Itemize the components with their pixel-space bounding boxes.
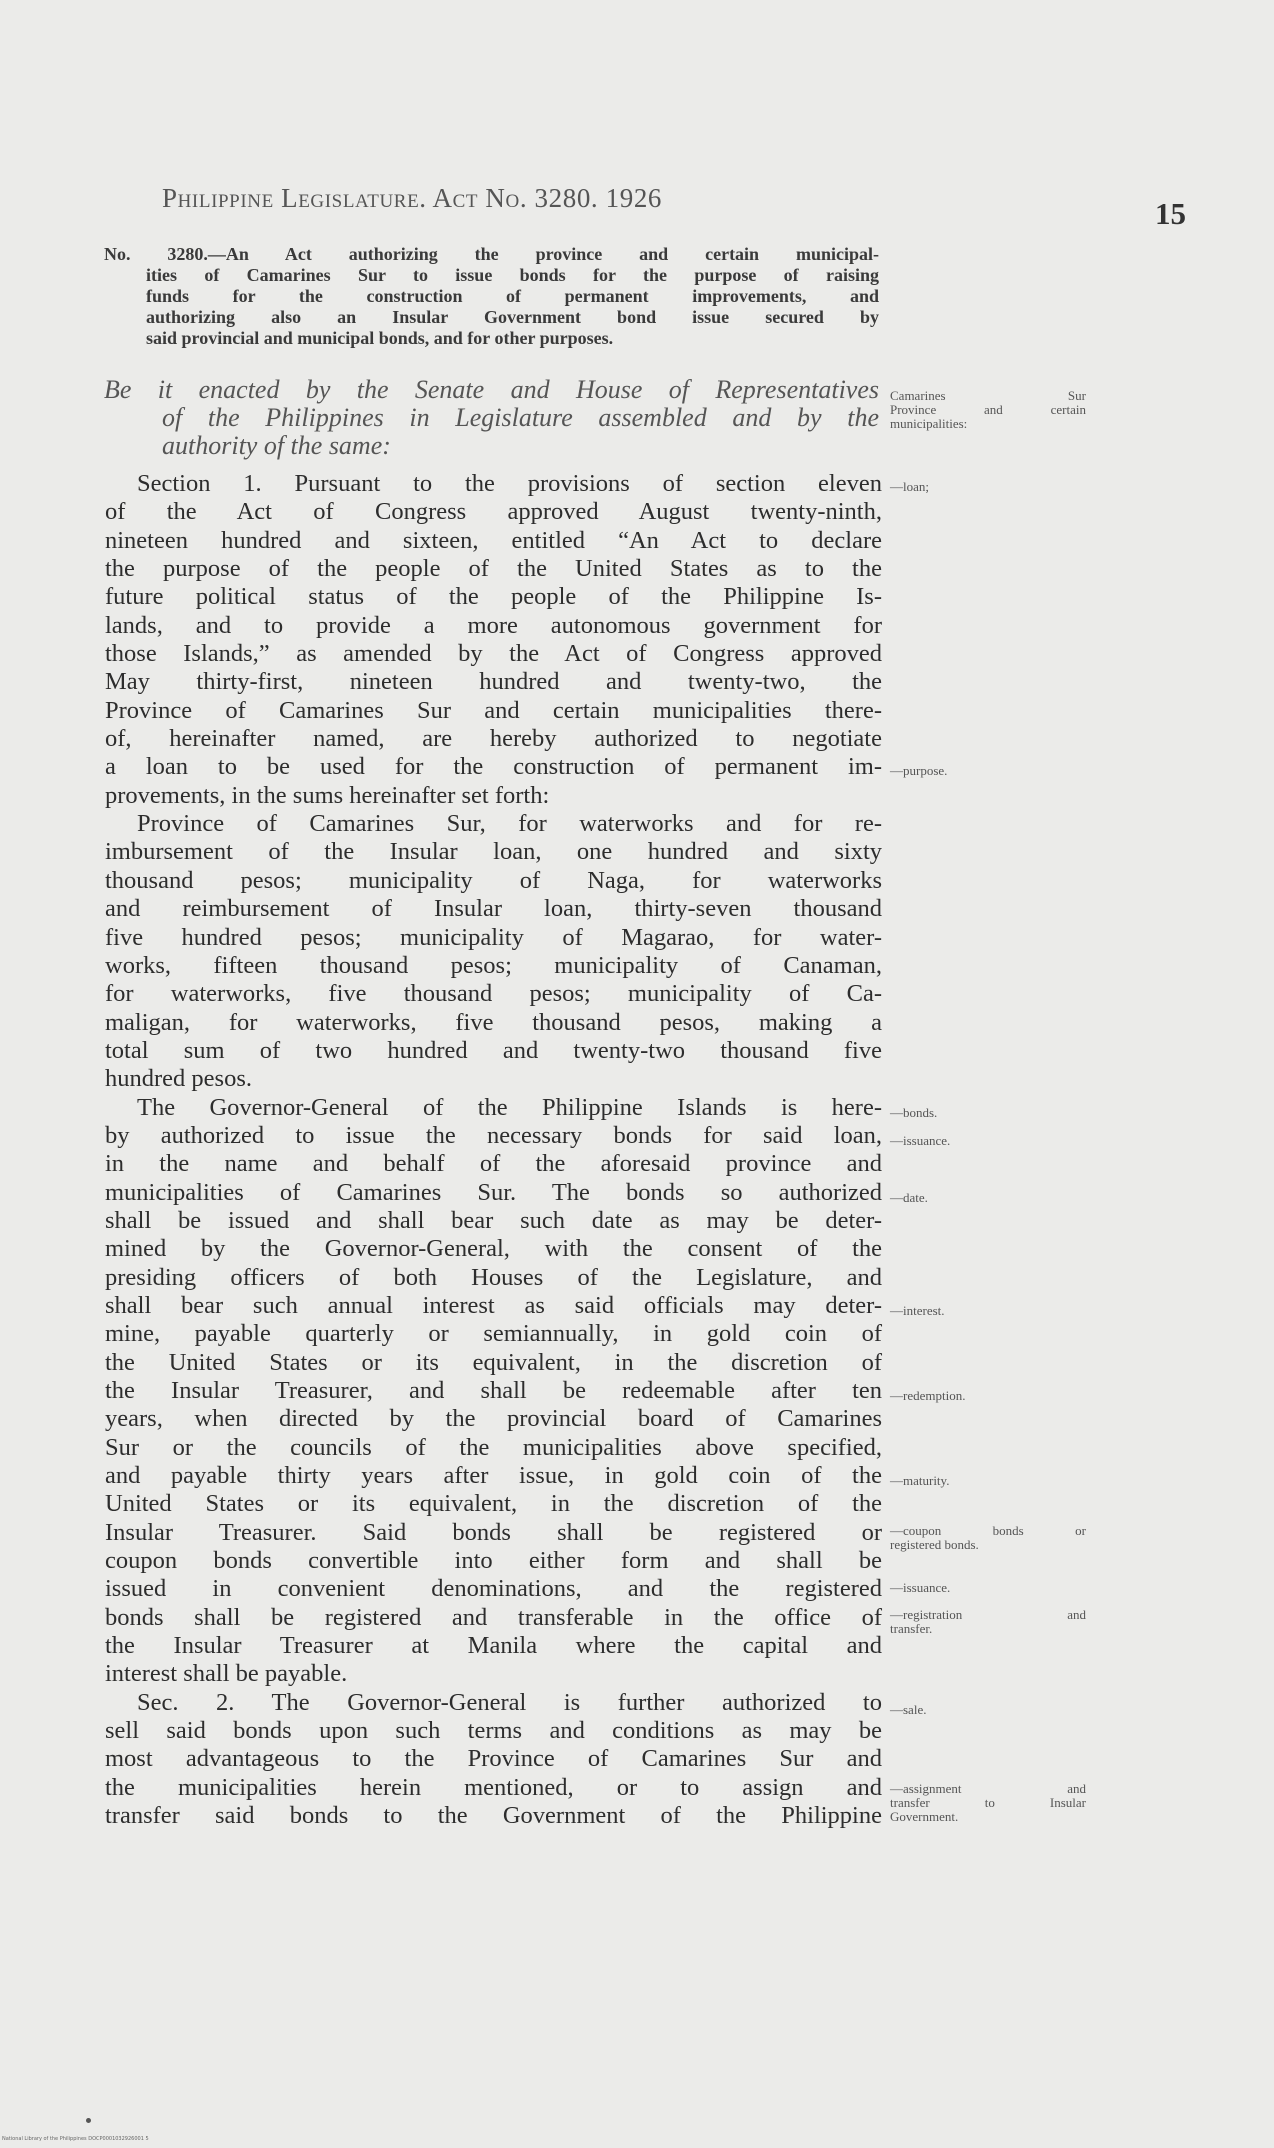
margin-note-loan: —loan; (890, 479, 929, 494)
margin-note-registration (890, 1608, 1086, 1636)
body-line: United States or its equivalent, in the discretion of the (105, 1490, 882, 1518)
body-line: future political status of the people of the Philippine Is- (105, 583, 882, 611)
page-number: 15 (1155, 196, 1186, 231)
body-line: those Islands,” as amended by the Act of Congress approved (105, 640, 882, 668)
body-line: a loan to be used for the construction of permanent im- (105, 753, 882, 781)
margin-note-issuance: —issuance. (890, 1580, 951, 1595)
enacting-line: Be it enacted by the Senate and House of Representatives (104, 375, 879, 404)
margin-note-line: municipalities: (890, 416, 968, 431)
body-line: most advantageous to the Province of Camarines Sur and (105, 1745, 882, 1773)
body-line: The Governor-General of the Philippine Islands is here- (137, 1093, 882, 1121)
margin-note-interest: —interest. (890, 1303, 945, 1318)
body-line: works, fifteen thousand pesos; municipality of Canaman, (105, 951, 882, 979)
margin-note-date: —date. (890, 1190, 928, 1205)
act-title (104, 244, 879, 349)
enacting-line: authority of the same: (162, 431, 391, 460)
margin-note-camarines (890, 389, 1086, 431)
margin-note-line: transfer. (890, 1621, 933, 1636)
body-line: coupon bonds convertible into either form and shall be (105, 1547, 882, 1575)
margin-note-line: Government. (890, 1809, 959, 1824)
body-line: hundred pesos. (105, 1065, 252, 1093)
title-line: ities of Camarines Sur to issue bonds for the purpose of raising (146, 265, 879, 285)
body-line: by authorized to issue the necessary bonds for said loan, (105, 1121, 882, 1149)
margin-note-sale: —sale. (890, 1702, 927, 1717)
enacting-line: of the Philippines in Legislature assembled and by the (162, 403, 879, 432)
body-line: thousand pesos; municipality of Naga, for waterworks (105, 866, 882, 894)
margin-note-line: Camarines Sur (890, 388, 1086, 403)
margin-note-line: Province and certain (890, 402, 1086, 417)
body-line: and payable thirty years after issue, in gold coin of the (105, 1462, 882, 1490)
margin-note-line: —registration and (890, 1607, 1086, 1622)
body-line: Province of Camarines Sur, for waterworks and for re- (137, 810, 882, 838)
body-line: Sur or the councils of the municipalities above specified, (105, 1433, 882, 1461)
title-line: said provincial and municipal bonds, and for other purposes. (146, 328, 614, 348)
footer-credit: National Library of the Philippines DOCP0001032926001 5 (2, 2136, 149, 2142)
body-line: Insular Treasurer. Said bonds shall be registered or (105, 1518, 882, 1546)
body-line: total sum of two hundred and twenty-two thousand five (105, 1036, 882, 1064)
body-line: lands, and to provide a more autonomous government for (105, 611, 882, 639)
body-line: the Insular Treasurer, and shall be redeemable after ten (105, 1377, 882, 1404)
margin-note-purpose: —purpose. (890, 763, 948, 778)
title-line: authorizing also an Insular Government bond issue secured by (146, 307, 879, 327)
body-line: May thirty-first, nineteen hundred and twenty-two, the (105, 668, 882, 696)
body-line: bonds shall be registered and transferable in the office of (105, 1603, 882, 1631)
enacting-clause (104, 376, 879, 460)
body-line: Sec. 2. The Governor-General is further authorized to (137, 1688, 882, 1716)
margin-note-redemption: —redemption. (890, 1388, 966, 1403)
body-line: interest shall be payable. (105, 1660, 348, 1688)
margin-note-line: transfer to Insular (890, 1795, 1086, 1810)
body-line: issued in convenient denominations, and the registered (105, 1575, 882, 1603)
body-line: imbursement of the Insular loan, one hundred and sixty (105, 838, 882, 866)
title-line: funds for the construction of permanent improvements, and (146, 286, 879, 306)
body-line: the purpose of the people of the United States as to the (105, 555, 882, 583)
running-head: Philippine Legislature. Act No. 3280. 1926 (162, 183, 663, 213)
act-body (105, 470, 882, 1831)
body-line: the United States or its equivalent, in the discretion of (105, 1348, 882, 1376)
body-line: the Insular Treasurer at Manila where the capital and (105, 1632, 882, 1660)
body-line: of, hereinafter named, are hereby authorized to negotiate (105, 725, 882, 753)
body-line: maligan, for waterworks, five thousand pesos, making a (105, 1008, 882, 1036)
body-line: shall bear such annual interest as said officials may deter- (105, 1291, 882, 1319)
body-line: for waterworks, five thousand pesos; municipality of Ca- (105, 980, 882, 1008)
margin-note-line: —coupon bonds or (890, 1523, 1086, 1538)
body-line: in the name and behalf of the aforesaid province and (105, 1150, 882, 1178)
body-line: mined by the Governor-General, with the consent of the (105, 1235, 882, 1263)
body-line: shall be issued and shall bear such date as may be deter- (105, 1206, 882, 1234)
body-line: municipalities of Camarines Sur. The bonds so authorized (105, 1178, 882, 1206)
body-line: provements, in the sums hereinafter set forth: (105, 781, 550, 809)
title-line: No. 3280.—An Act authorizing the province and certain municipal- (104, 244, 879, 264)
body-line: Section 1. Pursuant to the provisions of section eleven (137, 470, 882, 497)
margin-note-issuance: —issuance. (890, 1133, 951, 1148)
body-line: mine, payable quarterly or semiannually, in gold coin of (105, 1320, 882, 1348)
margin-note-line: —assignment and (890, 1781, 1086, 1796)
body-line: transfer said bonds to the Government of the Philippine (105, 1802, 882, 1830)
body-line: sell said bonds upon such terms and conditions as may be (105, 1717, 882, 1745)
margin-note-line: registered bonds. (890, 1537, 979, 1552)
body-line: the municipalities herein mentioned, or to assign and (105, 1773, 882, 1801)
body-line: of the Act of Congress approved August twenty-ninth, (105, 498, 882, 526)
body-line: five hundred pesos; municipality of Magarao, for water- (105, 923, 882, 951)
margin-note-assignment (890, 1782, 1086, 1824)
margin-note-maturity: —maturity. (890, 1473, 950, 1488)
margin-note-coupon (890, 1524, 1086, 1552)
body-line: presiding officers of both Houses of the Legislature, and (105, 1263, 882, 1291)
margin-note-bonds: —bonds. (890, 1105, 938, 1120)
body-line: years, when directed by the provincial board of Camarines (105, 1405, 882, 1433)
body-line: and reimbursement of Insular loan, thirty-seven thousand (105, 895, 882, 923)
speck (86, 2118, 91, 2123)
body-line: nineteen hundred and sixteen, entitled “An Act to declare (105, 526, 882, 554)
body-line: Province of Camarines Sur and certain municipalities there- (105, 696, 882, 724)
